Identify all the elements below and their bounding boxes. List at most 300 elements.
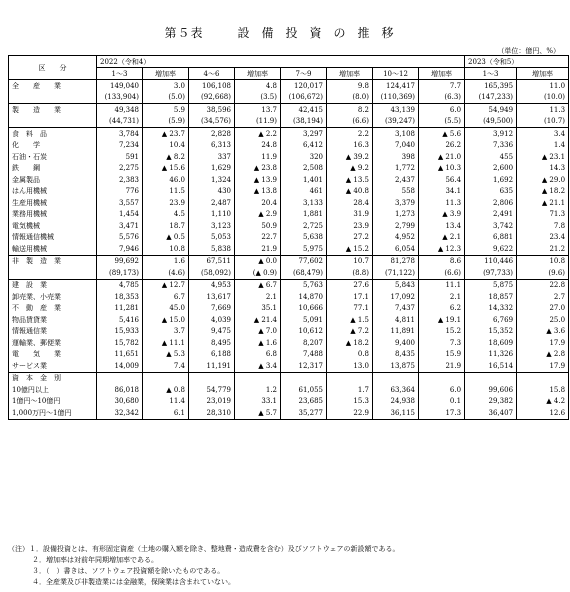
amount-cell: 5,638 — [281, 232, 327, 244]
amount-cell: 43,139 — [373, 104, 419, 116]
rate-cell: ▲ 23.8 — [235, 163, 281, 175]
amount-cell: 6,313 — [189, 140, 235, 152]
rate-cell: 77.1 — [327, 303, 373, 315]
rate-cell: (6.3) — [419, 92, 465, 104]
rate-cell: ▲ 12.7 — [143, 279, 189, 291]
rate-cell: (8.0) — [327, 92, 373, 104]
amount-cell: 558 — [373, 186, 419, 198]
rate-cell: ▲ 39.2 — [327, 151, 373, 163]
rate-cell: ▲ 23.7 — [143, 128, 189, 140]
table-row — [9, 279, 569, 291]
rate-cell: ▲ 5.7 — [235, 407, 281, 419]
rate-cell: 1.4 — [517, 140, 569, 152]
amount-cell: 12,317 — [281, 360, 327, 372]
amount-cell: 15,352 — [465, 326, 517, 338]
rate-cell: 23.9 — [143, 197, 189, 209]
rate-cell: 3.0 — [143, 80, 189, 92]
rate-cell: 15.2 — [419, 326, 465, 338]
rate-cell: ▲ 5.3 — [143, 349, 189, 361]
rate-cell: 17.9 — [517, 337, 569, 349]
table-number: 第５表 — [164, 26, 204, 40]
amount-cell: (89,173) — [97, 267, 143, 279]
amount-cell: (110,369) — [373, 92, 419, 104]
rate-cell: 33.1 — [235, 396, 281, 408]
rate-cell: 14.3 — [517, 163, 569, 175]
amount-cell: 2,491 — [465, 209, 517, 221]
amount-cell: 7,040 — [373, 140, 419, 152]
row-label: 1億円～10億円 — [9, 396, 97, 408]
rate-cell: ▲ 18.2 — [517, 186, 569, 198]
rate-cell: 2.2 — [327, 128, 373, 140]
rate-cell: 20.4 — [235, 197, 281, 209]
amount-cell: 2,799 — [373, 220, 419, 232]
amount-cell: 11,191 — [189, 360, 235, 372]
rate-cell: 9.8 — [327, 80, 373, 92]
rate-cell: ▲ 15.2 — [327, 243, 373, 255]
rate-cell: ▲ 29.0 — [517, 174, 569, 186]
table-row — [9, 314, 569, 326]
amount-cell: 18,609 — [465, 337, 517, 349]
row-label: 金属製品 — [9, 174, 97, 186]
amount-cell: 1,401 — [281, 174, 327, 186]
table-row — [9, 384, 569, 396]
amount-cell: 1,881 — [281, 209, 327, 221]
row-label: 鉄 鋼 — [9, 163, 97, 175]
rate-cell: 71.3 — [517, 209, 569, 221]
rate-header: 増加率 — [517, 68, 569, 80]
amount-cell: 14,009 — [97, 360, 143, 372]
amount-cell: 1,692 — [465, 174, 517, 186]
amount-cell: (44,731) — [97, 116, 143, 128]
rate-cell: 23.9 — [327, 220, 373, 232]
amount-cell: 1,273 — [373, 209, 419, 221]
note-line: （注）１．設備投資とは、有形固定資産（土地の購入額を除き、整地費・造成費を含む）及びソフトウェアの新設額である。 — [8, 545, 400, 553]
rate-cell: 22.7 — [235, 232, 281, 244]
row-label: 化 学 — [9, 140, 97, 152]
amount-cell: 591 — [97, 151, 143, 163]
amount-cell: 337 — [189, 151, 235, 163]
rate-cell: 15.3 — [327, 396, 373, 408]
table-row — [9, 128, 569, 140]
rate-cell: 15.9 — [419, 349, 465, 361]
row-label: 10億円以上 — [9, 384, 97, 396]
amount-cell: 35,277 — [281, 407, 327, 419]
rate-cell: ▲ 1.5 — [327, 314, 373, 326]
amount-cell: 7,669 — [189, 303, 235, 315]
amount-cell: 63,364 — [373, 384, 419, 396]
amount-cell: 3,123 — [189, 220, 235, 232]
amount-cell: 120,017 — [281, 80, 327, 92]
amount-cell: 2,383 — [97, 174, 143, 186]
period-header: 10～12 — [373, 68, 419, 80]
rate-cell: (6.6) — [419, 267, 465, 279]
amount-cell: 320 — [281, 151, 327, 163]
rate-cell: ▲ 13.9 — [235, 174, 281, 186]
rate-cell: ▲ 7.0 — [235, 326, 281, 338]
period-header: 4～6 — [189, 68, 235, 80]
rate-cell: 10.8 — [143, 243, 189, 255]
table-row — [9, 80, 569, 92]
rate-cell: ▲ 0.5 — [143, 232, 189, 244]
amount-cell: (133,904) — [97, 92, 143, 104]
amount-cell: 8,495 — [189, 337, 235, 349]
amount-cell: (68,479) — [281, 267, 327, 279]
rate-cell: 6.1 — [143, 407, 189, 419]
amount-cell: 3,784 — [97, 128, 143, 140]
rate-cell: 7.3 — [419, 337, 465, 349]
rate-cell: ▲ 3.4 — [235, 360, 281, 372]
rate-cell: ▲ 23.1 — [517, 151, 569, 163]
amount-cell — [281, 372, 327, 384]
rate-cell: (9.6) — [517, 267, 569, 279]
amount-cell: 2,600 — [465, 163, 517, 175]
rate-cell: ▲ 15.6 — [143, 163, 189, 175]
row-label: 不 動 産 業 — [9, 303, 97, 315]
amount-cell: 7,234 — [97, 140, 143, 152]
year-2023-header: 2023（令和5） — [465, 56, 569, 68]
table-row — [9, 151, 569, 163]
amount-cell: 29,382 — [465, 396, 517, 408]
amount-cell: 9,622 — [465, 243, 517, 255]
amount-cell: 3,379 — [373, 197, 419, 209]
rate-cell: 0.1 — [419, 396, 465, 408]
amount-cell: 7,336 — [465, 140, 517, 152]
amount-cell: 32,342 — [97, 407, 143, 419]
amount-cell: 18,353 — [97, 291, 143, 303]
amount-cell: 2,806 — [465, 197, 517, 209]
amount-cell: (34,576) — [189, 116, 235, 128]
amount-cell: 165,395 — [465, 80, 517, 92]
rate-cell: (10.7) — [517, 116, 569, 128]
amount-cell: 23,685 — [281, 396, 327, 408]
rate-cell: 10.4 — [143, 140, 189, 152]
amount-cell: 54,779 — [189, 384, 235, 396]
amount-cell: (147,233) — [465, 92, 517, 104]
amount-cell: 5,053 — [189, 232, 235, 244]
rate-cell: 6.2 — [419, 303, 465, 315]
rate-cell: ▲ 2.2 — [235, 128, 281, 140]
row-label: 物品賃貸業 — [9, 314, 97, 326]
rate-cell: 17.3 — [419, 407, 465, 419]
table-row — [9, 197, 569, 209]
rate-cell: (11.9) — [235, 116, 281, 128]
amount-cell: (106,672) — [281, 92, 327, 104]
amount-cell: 8,207 — [281, 337, 327, 349]
period-header: 1～3 — [97, 68, 143, 80]
amount-cell: 398 — [373, 151, 419, 163]
rate-cell: (5.9) — [143, 116, 189, 128]
row-label — [9, 92, 97, 104]
amount-cell: 1,454 — [97, 209, 143, 221]
rate-cell: (4.6) — [143, 267, 189, 279]
rate-cell: ▲ 10.3 — [419, 163, 465, 175]
rate-cell: 16.3 — [327, 140, 373, 152]
rate-header: 増加率 — [327, 68, 373, 80]
amount-cell: 38,596 — [189, 104, 235, 116]
row-label: 電気機械 — [9, 220, 97, 232]
table-row — [9, 407, 569, 419]
rate-cell: ▲ 2.1 — [419, 232, 465, 244]
row-label: 資 本 金 別 — [9, 372, 97, 384]
rate-cell: (6.6) — [327, 116, 373, 128]
amount-cell: (39,247) — [373, 116, 419, 128]
row-label: 製 造 業 — [9, 104, 97, 116]
rate-cell: 1.7 — [327, 384, 373, 396]
amount-cell: 18,857 — [465, 291, 517, 303]
amount-cell: 36,115 — [373, 407, 419, 419]
rate-cell: ▲ 18.2 — [327, 337, 373, 349]
table-row — [9, 372, 569, 384]
rate-cell: 18.7 — [143, 220, 189, 232]
year-2022-header: 2022（令和4） — [97, 56, 465, 68]
amount-cell: 14,870 — [281, 291, 327, 303]
note-line: ２．増加率は対前年同期増加率である。 — [32, 556, 158, 564]
amount-cell: 1,324 — [189, 174, 235, 186]
rate-cell: ▲ 4.2 — [517, 396, 569, 408]
amount-cell: 28,310 — [189, 407, 235, 419]
amount-cell: 149,040 — [97, 80, 143, 92]
amount-cell: (97,733) — [465, 267, 517, 279]
amount-cell: 3,297 — [281, 128, 327, 140]
rate-cell: 35.1 — [235, 303, 281, 315]
amount-cell: (49,500) — [465, 116, 517, 128]
amount-cell: 1,110 — [189, 209, 235, 221]
rate-cell: 24.8 — [235, 140, 281, 152]
rate-cell: 27.2 — [327, 232, 373, 244]
amount-cell: 23,019 — [189, 396, 235, 408]
rate-header: 増加率 — [143, 68, 189, 80]
row-label: 生産用機械 — [9, 197, 97, 209]
amount-cell: 5,416 — [97, 314, 143, 326]
rate-cell: ▲ 8.2 — [143, 151, 189, 163]
table-row — [9, 232, 569, 244]
rate-cell: 10.8 — [517, 255, 569, 267]
amount-cell: (71,122) — [373, 267, 419, 279]
rate-cell: 22.9 — [327, 407, 373, 419]
amount-cell: 2,437 — [373, 174, 419, 186]
table-row — [9, 186, 569, 198]
table-row — [9, 360, 569, 372]
rate-cell: 11.9 — [235, 151, 281, 163]
amount-cell — [189, 372, 235, 384]
rate-cell: 3.7 — [143, 326, 189, 338]
rate-cell: 3.4 — [517, 128, 569, 140]
amount-cell: 5,763 — [281, 279, 327, 291]
amount-cell: 36,407 — [465, 407, 517, 419]
amount-cell: 4,953 — [189, 279, 235, 291]
period-header: 1～3 — [465, 68, 517, 80]
amount-cell: 11,891 — [373, 326, 419, 338]
rate-cell: 7.7 — [419, 80, 465, 92]
amount-cell: 3,133 — [281, 197, 327, 209]
row-label: サービス業 — [9, 360, 97, 372]
amount-cell: 5,838 — [189, 243, 235, 255]
table-row — [9, 291, 569, 303]
rate-cell: (10.0) — [517, 92, 569, 104]
amount-cell: 13,875 — [373, 360, 419, 372]
rate-header: 増加率 — [235, 68, 281, 80]
table-row — [9, 209, 569, 221]
row-label: 輸送用機械 — [9, 243, 97, 255]
rate-cell: 6.0 — [419, 104, 465, 116]
rate-cell: 13.7 — [235, 104, 281, 116]
amount-cell: 2,275 — [97, 163, 143, 175]
table-row — [9, 116, 569, 128]
amount-cell: (92,668) — [189, 92, 235, 104]
page-title — [0, 24, 570, 41]
rate-cell: 8.2 — [327, 104, 373, 116]
rate-cell: 11.4 — [143, 396, 189, 408]
rate-cell: 8.6 — [419, 255, 465, 267]
rate-cell: 21.2 — [517, 243, 569, 255]
amount-cell: 4,785 — [97, 279, 143, 291]
rate-cell: 13.0 — [327, 360, 373, 372]
rate-cell: 11.1 — [419, 279, 465, 291]
amount-cell: 455 — [465, 151, 517, 163]
amount-cell: 2,828 — [189, 128, 235, 140]
amount-cell: 77,602 — [281, 255, 327, 267]
row-label: 運輸業、郵便業 — [9, 337, 97, 349]
rate-cell: ▲ 40.8 — [327, 186, 373, 198]
table-row — [9, 163, 569, 175]
rate-cell: ▲ 11.1 — [143, 337, 189, 349]
rate-header: 増加率 — [419, 68, 465, 80]
amount-cell: 13,617 — [189, 291, 235, 303]
amount-cell: 30,680 — [97, 396, 143, 408]
amount-cell: 2,725 — [281, 220, 327, 232]
notes — [8, 544, 399, 588]
amount-cell: 9,400 — [373, 337, 419, 349]
amount-cell: 16,514 — [465, 360, 517, 372]
amount-cell: 5,576 — [97, 232, 143, 244]
amount-cell: 8,435 — [373, 349, 419, 361]
row-label: 卸売業、小売業 — [9, 291, 97, 303]
amount-cell — [465, 372, 517, 384]
rate-cell — [419, 372, 465, 384]
amount-cell: 42,415 — [281, 104, 327, 116]
amount-cell: 3,471 — [97, 220, 143, 232]
rate-cell: 12.6 — [517, 407, 569, 419]
rate-cell — [143, 372, 189, 384]
rate-cell: 15.8 — [517, 384, 569, 396]
rate-cell: ▲ 1.6 — [235, 337, 281, 349]
table-row — [9, 92, 569, 104]
row-label: 情報通信業 — [9, 326, 97, 338]
rate-cell: 27.0 — [517, 303, 569, 315]
rate-cell: 21.9 — [419, 360, 465, 372]
rate-cell: 50.9 — [235, 220, 281, 232]
rate-cell: (5.5) — [419, 116, 465, 128]
rate-cell: 6.0 — [419, 384, 465, 396]
rate-cell: 46.0 — [143, 174, 189, 186]
row-label: 石油・石炭 — [9, 151, 97, 163]
amount-cell: 5,091 — [281, 314, 327, 326]
amount-cell: 6,188 — [189, 349, 235, 361]
table-row — [9, 337, 569, 349]
rate-cell: 6.7 — [143, 291, 189, 303]
rate-cell: 2.1 — [235, 291, 281, 303]
note-line: ４．全産業及び非製造業には金融業，保険業は含まれていない。 — [32, 578, 235, 586]
amount-cell: 11,281 — [97, 303, 143, 315]
table-row — [9, 220, 569, 232]
rate-cell: 4.8 — [235, 80, 281, 92]
table-row — [9, 255, 569, 267]
table-row — [9, 104, 569, 116]
rate-cell: 11.3 — [419, 197, 465, 209]
rate-cell: ▲ 2.8 — [517, 349, 569, 361]
rate-cell: (8.8) — [327, 267, 373, 279]
amount-cell: 3,108 — [373, 128, 419, 140]
amount-cell: 4,039 — [189, 314, 235, 326]
amount-cell: 10,666 — [281, 303, 327, 315]
rate-cell: 2.7 — [517, 291, 569, 303]
amount-cell: 124,417 — [373, 80, 419, 92]
rate-cell — [235, 372, 281, 384]
amount-cell: 4,811 — [373, 314, 419, 326]
rate-cell: 27.6 — [327, 279, 373, 291]
rate-cell: (3.5) — [235, 92, 281, 104]
rate-cell: 7.4 — [143, 360, 189, 372]
amount-cell: 24,938 — [373, 396, 419, 408]
amount-cell: 3,557 — [97, 197, 143, 209]
amount-cell: 7,488 — [281, 349, 327, 361]
table-row — [9, 243, 569, 255]
rate-cell: ▲ 0.0 — [235, 255, 281, 267]
amount-cell: 49,348 — [97, 104, 143, 116]
amount-cell: 10,612 — [281, 326, 327, 338]
amount-cell: 6,881 — [465, 232, 517, 244]
rate-cell: 13.4 — [419, 220, 465, 232]
table-title: 設備投資の推移 — [237, 26, 406, 40]
rate-cell: (▲ 0.9) — [235, 267, 281, 279]
rate-cell: ▲ 0.8 — [143, 384, 189, 396]
amount-cell: 54,949 — [465, 104, 517, 116]
amount-cell: 9,475 — [189, 326, 235, 338]
amount-cell: 6,412 — [281, 140, 327, 152]
rate-cell: ▲ 21.4 — [235, 314, 281, 326]
row-label: 情報通信機械 — [9, 232, 97, 244]
row-label: 非 製 造 業 — [9, 255, 97, 267]
rate-cell: ▲ 9.2 — [327, 163, 373, 175]
row-label — [9, 116, 97, 128]
row-label: 食 料 品 — [9, 128, 97, 140]
rate-cell: 25.0 — [517, 314, 569, 326]
rate-cell: 23.4 — [517, 232, 569, 244]
note-line: ３．（ ）書きは、ソフトウェア投資額を除いたものである。 — [32, 567, 225, 575]
table-row — [9, 349, 569, 361]
amount-cell: 2,508 — [281, 163, 327, 175]
row-label: 電 気 業 — [9, 349, 97, 361]
rate-cell: ▲ 3.6 — [517, 326, 569, 338]
rate-cell: 34.1 — [419, 186, 465, 198]
amount-cell: (38,194) — [281, 116, 327, 128]
amount-cell: 67,511 — [189, 255, 235, 267]
rate-cell: 21.9 — [235, 243, 281, 255]
rate-cell: 45.0 — [143, 303, 189, 315]
amount-cell: 430 — [189, 186, 235, 198]
rate-cell: 6.8 — [235, 349, 281, 361]
amount-cell: 17,092 — [373, 291, 419, 303]
rate-cell: (5.0) — [143, 92, 189, 104]
rate-cell: ▲ 13.8 — [235, 186, 281, 198]
amount-cell: 11,326 — [465, 349, 517, 361]
rate-cell: 4.5 — [143, 209, 189, 221]
amount-cell: 1,629 — [189, 163, 235, 175]
rate-cell: ▲ 7.2 — [327, 326, 373, 338]
amount-cell: 461 — [281, 186, 327, 198]
rate-cell: 0.8 — [327, 349, 373, 361]
amount-cell: 106,108 — [189, 80, 235, 92]
